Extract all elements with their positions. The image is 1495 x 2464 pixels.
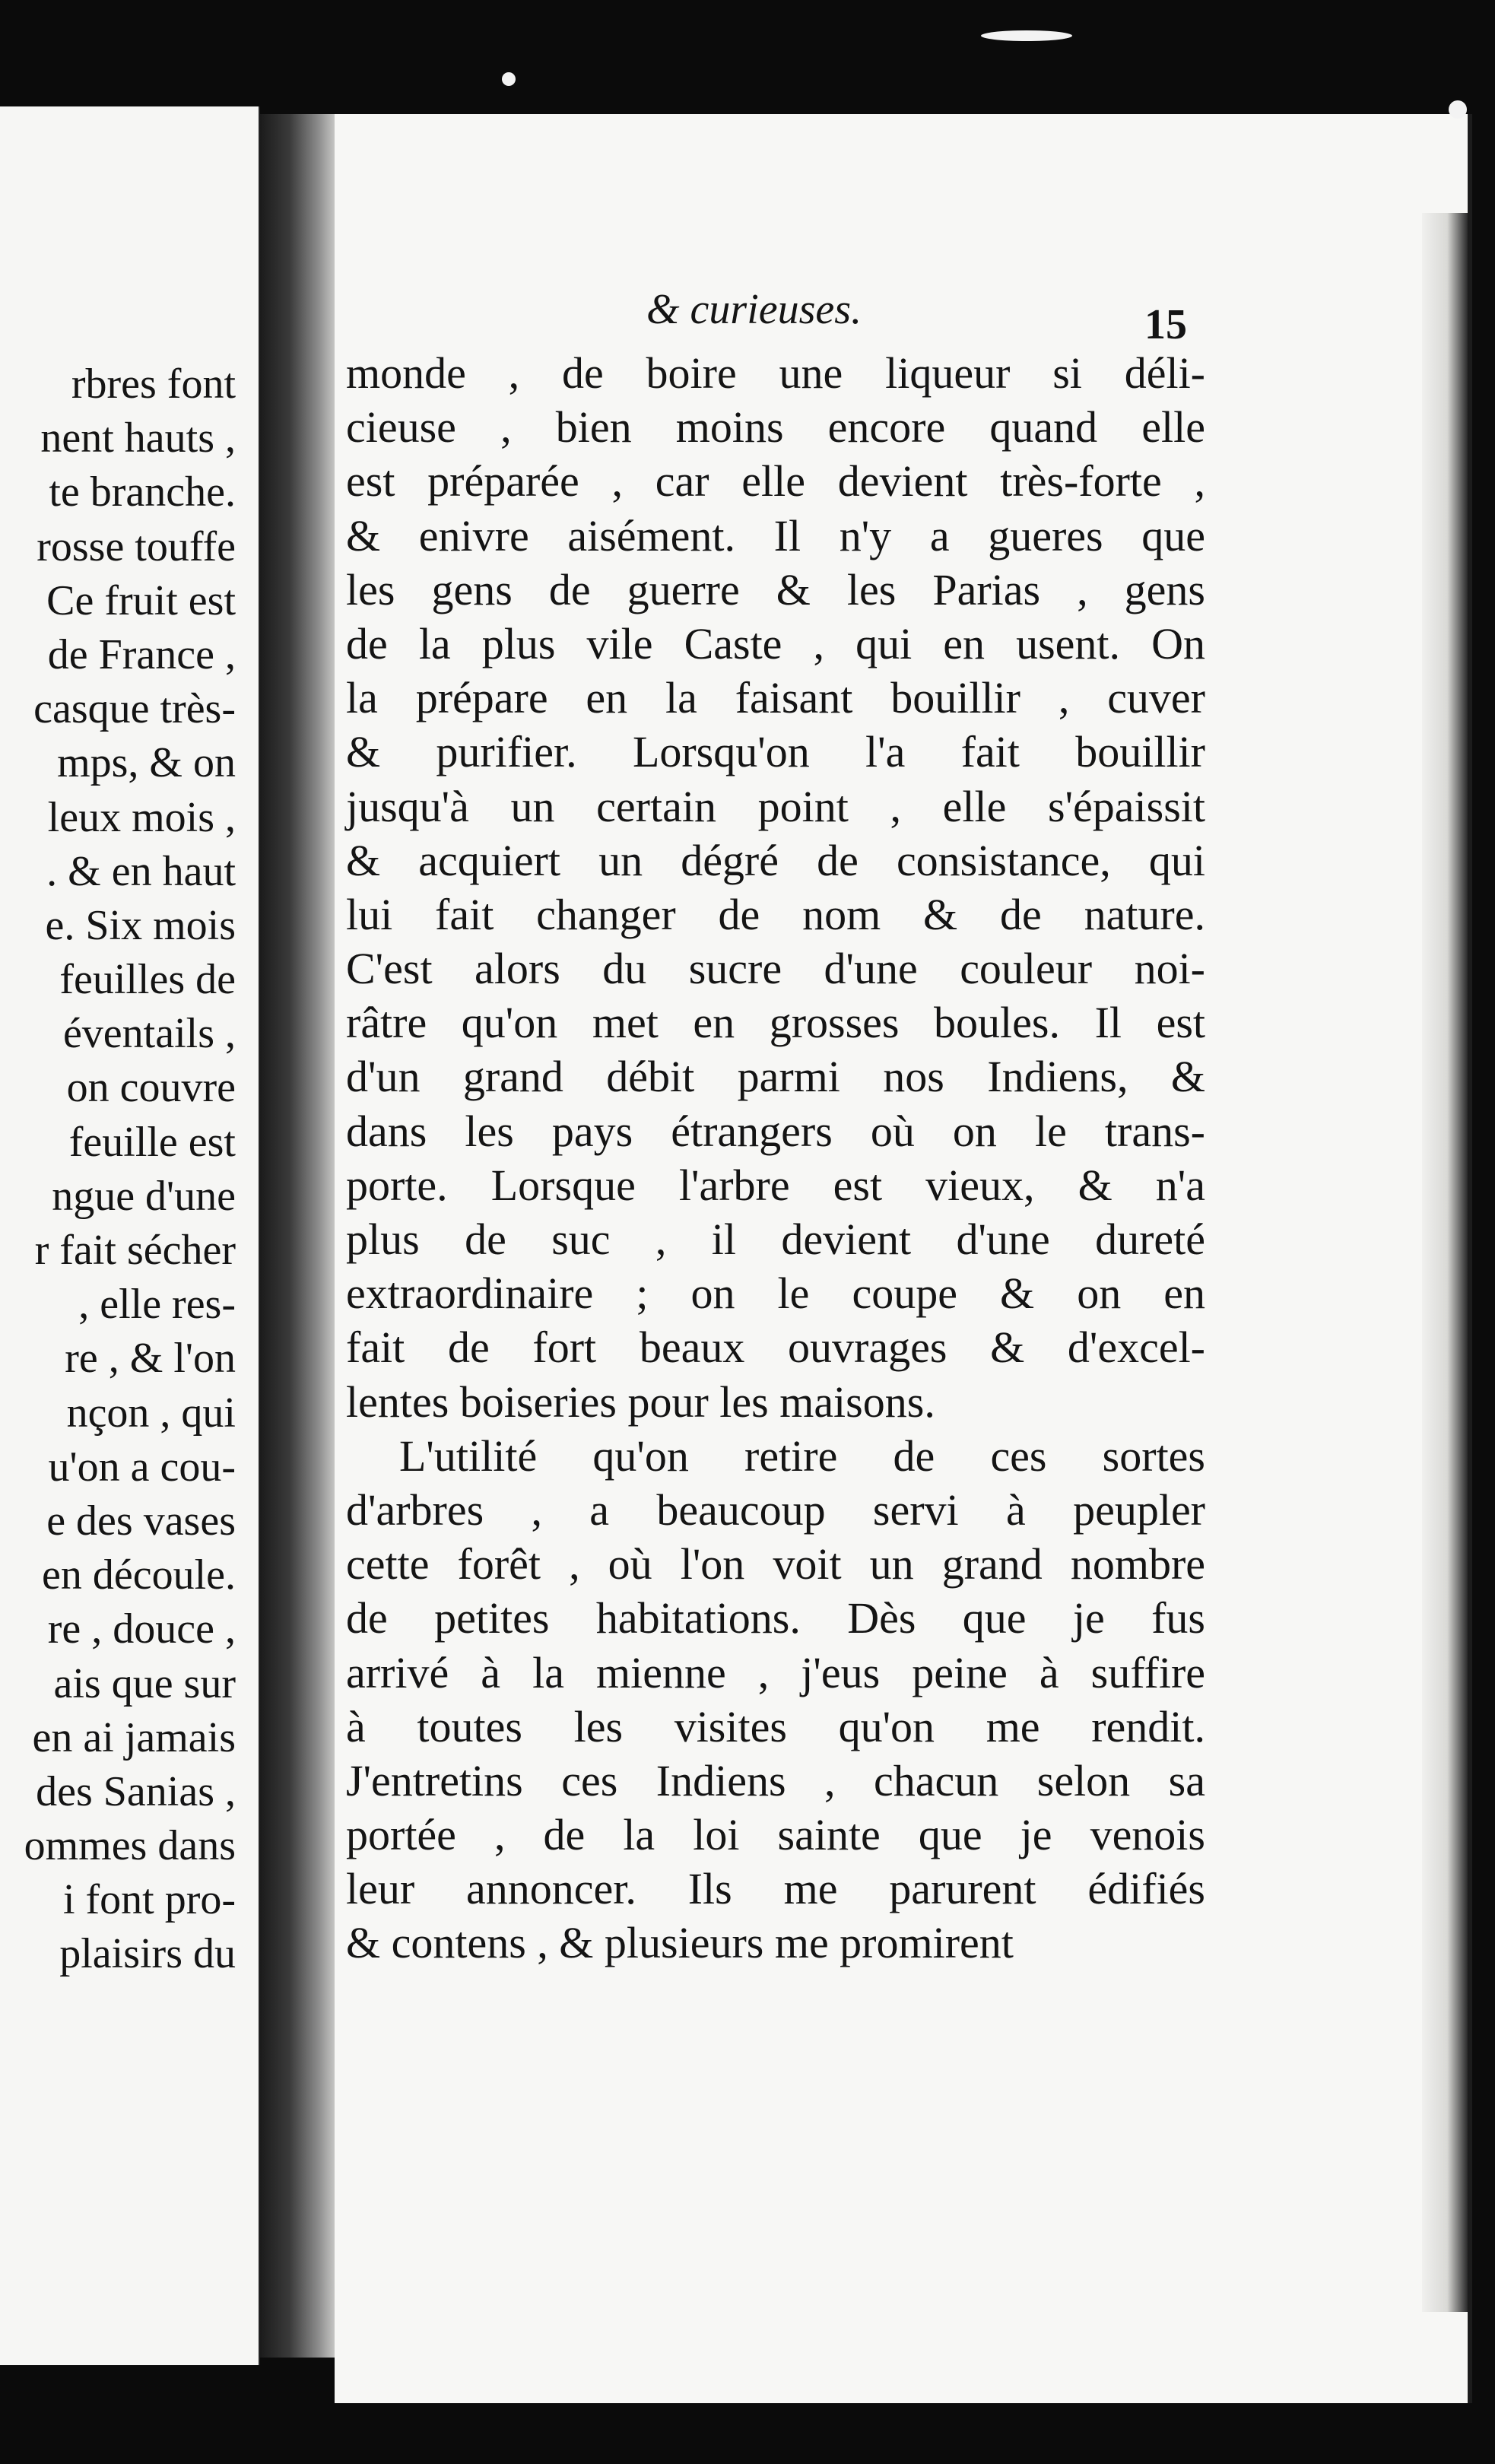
text-line: à toutes les visites qu'on me rendit. — [346, 1701, 1205, 1751]
text-line: & contens , & plusieurs me promirent — [346, 1918, 1014, 1968]
left-text-line: on couvre — [66, 1064, 236, 1112]
text-line: porte. Lorsque l'arbre est vieux, & n'a — [346, 1160, 1205, 1210]
text-line: arrivé à la mienne , j'eus peine à suffire — [346, 1647, 1205, 1697]
text-line: lui fait changer de nom & de nature. — [346, 889, 1205, 939]
left-text-line: . & en haut — [46, 847, 236, 895]
left-text-line: de France , — [47, 630, 236, 678]
text-line: & enivre aisément. Il n'y a gueres que — [346, 510, 1205, 560]
text-line: cieuse , bien moins encore quand elle — [346, 402, 1205, 452]
left-page-text — [0, 357, 236, 1982]
text-line: C'est alors du sucre d'une couleur noi- — [346, 944, 1205, 994]
text-line: la prépare en la faisant bouillir , cuver — [346, 673, 1205, 723]
text-line: portée , de la loi sainte que je venois — [346, 1810, 1205, 1860]
left-text-line: nçon , qui — [66, 1389, 236, 1437]
text-line: & acquiert un dégré de consistance, qui — [346, 835, 1205, 885]
text-line: leur annoncer. Ils me parurent édifiés — [346, 1864, 1205, 1914]
dust-speck — [1449, 100, 1467, 119]
text-line: dans les pays étrangers où on le trans- — [346, 1106, 1205, 1156]
main-text — [346, 346, 1205, 1970]
text-line: cette forêt , où l'on voit un grand nombre — [346, 1539, 1205, 1589]
left-text-line: e. Six mois — [45, 901, 236, 949]
left-text-line: feuille est — [68, 1118, 236, 1166]
text-line: plus de suc , il devient d'une dureté — [346, 1215, 1205, 1264]
left-text-line: feuilles de — [59, 956, 236, 1004]
left-text-line: , elle res- — [78, 1281, 236, 1329]
left-text-line: leux mois , — [47, 793, 236, 841]
text-line: râtre qu'on met en grosses boules. Il est — [346, 998, 1205, 1048]
text-line: monde , de boire une liqueur si déli- — [346, 348, 1205, 398]
text-line: J'entretins ces Indiens , chacun selon sa — [346, 1755, 1205, 1805]
dust-speck — [502, 72, 516, 86]
left-text-line: re , & l'on — [65, 1335, 236, 1383]
left-text-line: te branche. — [49, 468, 236, 516]
text-line: lentes boiseries pour les maisons. — [346, 1376, 935, 1427]
text-line: est préparée , car elle devient très-forte , — [346, 456, 1205, 506]
text-line: d'un grand débit parmi nos Indiens, & — [346, 1052, 1205, 1102]
left-text-line: e des vases — [46, 1497, 236, 1545]
running-head: & curieuses. — [646, 286, 862, 333]
left-text-line: rbres font — [71, 360, 236, 408]
left-text-line: des Sanias , — [36, 1767, 236, 1815]
left-text-line: casque très- — [33, 685, 236, 733]
left-page — [0, 106, 260, 2365]
text-line: L'utilité qu'on retire de ces sortes — [399, 1430, 1205, 1481]
book-gutter — [260, 114, 344, 2358]
text-line: d'arbres , a beaucoup servi à peupler — [346, 1484, 1205, 1535]
left-text-line: en ai jamais — [32, 1713, 236, 1761]
left-text-line: r fait sécher — [34, 1227, 236, 1274]
text-line: de la plus vile Caste , qui en usent. On — [346, 618, 1205, 668]
text-line: extraordinaire ; on le coupe & on en — [346, 1269, 1205, 1319]
left-text-line: nent hauts , — [40, 414, 236, 462]
left-text-line: ommes dans — [24, 1822, 236, 1870]
left-text-line: re , douce , — [47, 1605, 236, 1653]
text-line: jusqu'à un certain point , elle s'épaissit — [346, 781, 1205, 831]
left-text-line: en découle. — [42, 1551, 236, 1599]
page-number: 15 — [1144, 301, 1187, 348]
left-text-line: Ce fruit est — [46, 576, 236, 624]
text-line: & purifier. Lorsqu'on l'a fait bouillir — [346, 727, 1205, 777]
text-line: fait de fort beaux ouvrages & d'excel- — [346, 1322, 1205, 1373]
left-text-line: ngue d'une — [52, 1172, 236, 1220]
left-text-line: rosse touffe — [37, 522, 236, 570]
text-line: de petites habitations. Dès que je fus — [346, 1593, 1205, 1643]
right-page-edge — [1422, 213, 1468, 2312]
left-text-line: éventails , — [62, 1010, 236, 1058]
left-text-line: u'on a cou- — [48, 1443, 236, 1491]
text-line: les gens de guerre & les Parias , gens — [346, 564, 1205, 614]
dust-speck — [981, 30, 1072, 41]
left-text-line: mps, & on — [57, 739, 236, 787]
left-text-line: plaisirs du — [59, 1930, 236, 1978]
left-text-line: ais que sur — [53, 1659, 236, 1707]
left-text-line: i font pro- — [62, 1876, 236, 1924]
